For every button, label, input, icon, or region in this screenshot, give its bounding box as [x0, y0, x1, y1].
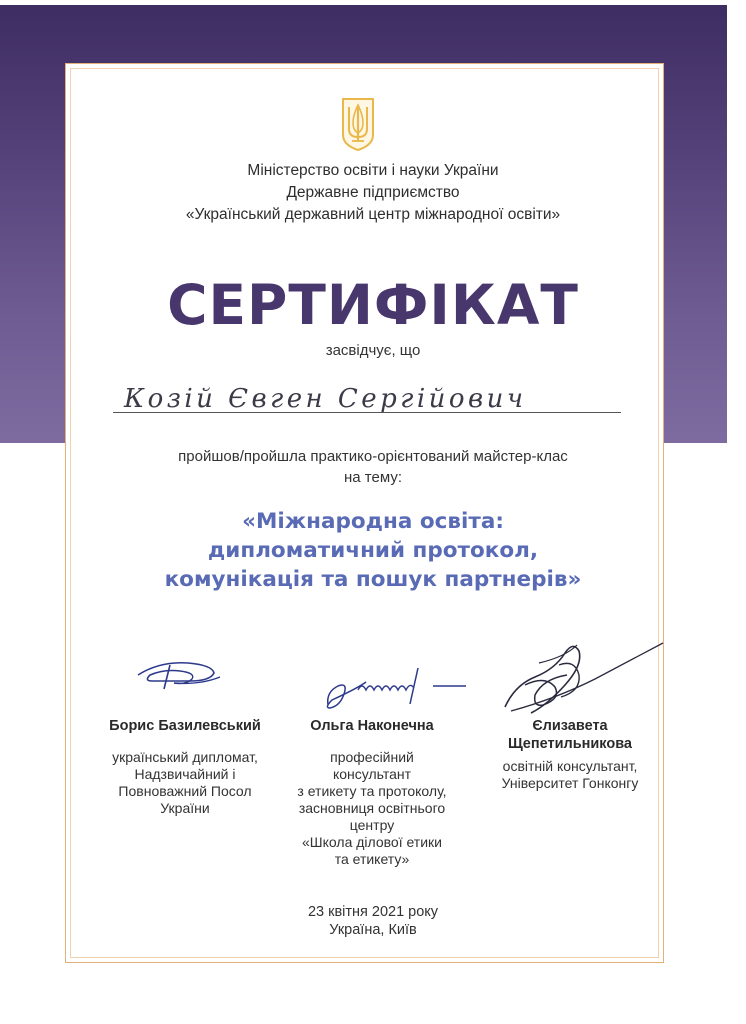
signatory-2-title-line: професійний	[330, 749, 414, 765]
signatory-1-title-line: України	[160, 800, 210, 816]
signatory-2-title-line: засновниця освітнього	[298, 800, 446, 816]
recipient-underline	[113, 412, 621, 413]
certifies-text: засвідчує, що	[325, 342, 421, 359]
signatory-3-name	[480, 717, 660, 753]
signatory-1-title-line: Надзвичайний і	[134, 766, 236, 782]
topic-line-3: комунікація та пошук партнерів»	[164, 567, 582, 592]
signatory-2-title-line: та етикету»	[334, 851, 410, 867]
signatory-1-title-line: Повноважний Посол	[118, 783, 252, 799]
center-name: «Український державний центр міжнародної освіти»	[185, 206, 561, 223]
signatory-3-last-name: Щепетильникова	[508, 736, 632, 752]
completion-line-1: пройшов/пройшла практико-орієнтований майстер-клас	[178, 448, 568, 465]
signatory-2-title-line: консультант	[332, 766, 412, 782]
signatory-1-title-line: український дипломат,	[112, 749, 258, 765]
recipient-name-text: Козій Євген Сергійович	[124, 384, 524, 414]
signatory-3-title-line: Університет Гонконгу	[501, 775, 639, 791]
signature-2	[318, 660, 473, 715]
issue-date-place	[240, 903, 506, 939]
topic-line-1: «Міжнародна освіта:	[242, 509, 504, 534]
signatory-1-title	[85, 749, 285, 817]
signatory-2-title-line: з етикету та протоколу,	[297, 783, 447, 799]
signatory-3-title	[480, 758, 660, 792]
enterprise-type: Державне підприємство	[286, 184, 460, 201]
signatory-3-first-name: Єлизавета	[532, 718, 608, 734]
trident-coat-of-arms-icon	[341, 97, 375, 152]
masterclass-topic	[90, 507, 656, 594]
signatory-2-name: Ольга Наконечна	[310, 718, 434, 734]
issue-date: 23 квітня 2021 року	[307, 904, 439, 920]
topic-line-2: дипломатичний протокол,	[207, 538, 539, 563]
signatory-2-title-line: «Школа ділової етики	[302, 834, 442, 850]
issue-place: Україна, Київ	[329, 922, 417, 938]
signatory-3-title-line: освітній консультант,	[502, 758, 638, 774]
completion-line-2: на тему:	[344, 469, 402, 486]
signatory-2-title	[262, 749, 482, 868]
signatory-2-title-line: центру	[349, 817, 395, 833]
signature-3	[495, 635, 665, 720]
ministry-name: Міністерство освіти і науки України	[247, 162, 499, 179]
signature-1	[130, 655, 225, 693]
completion-text	[120, 446, 626, 488]
issuer-block	[160, 160, 586, 226]
signatory-1-name: Борис Базилевський	[109, 718, 261, 734]
certificate-title: СЕРТИФІКАТ	[167, 273, 579, 337]
recipient-name-handwritten	[118, 383, 618, 413]
